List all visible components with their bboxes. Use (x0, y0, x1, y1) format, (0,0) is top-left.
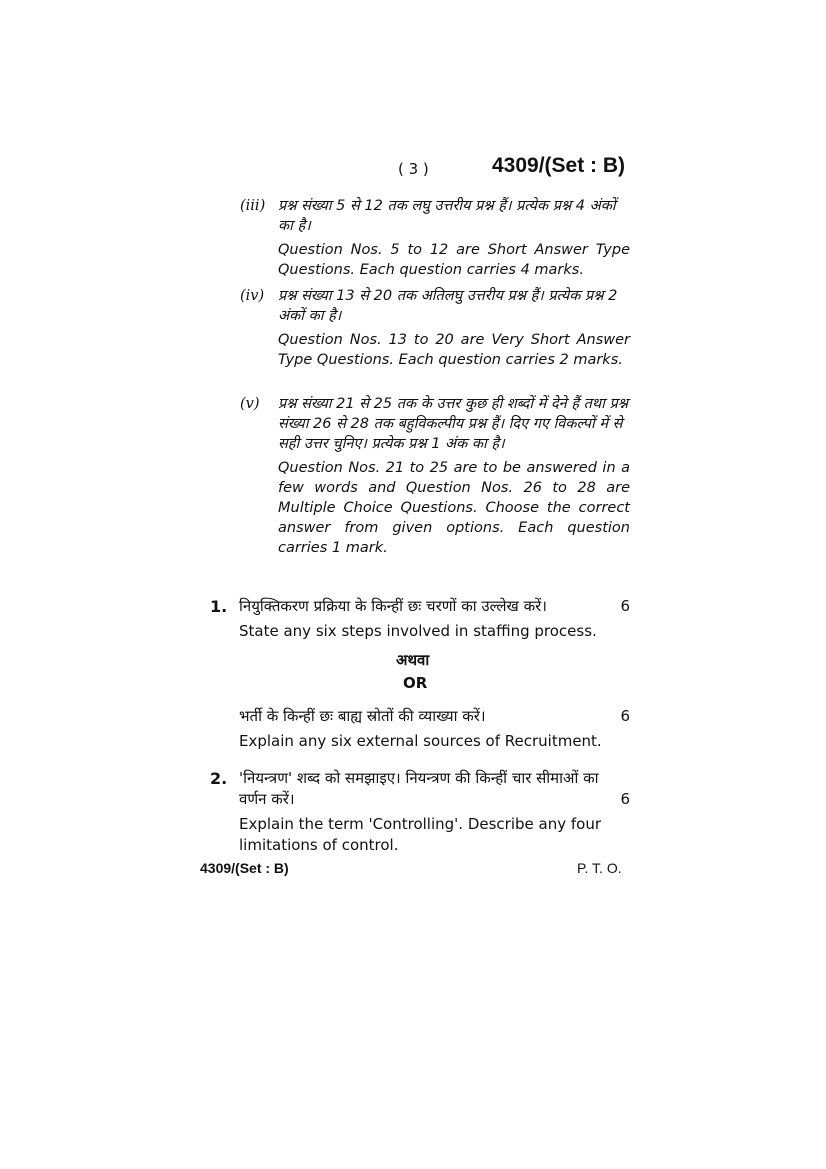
question-hindi-text: नियुक्तिकरण प्रक्रिया के किन्हीं छः चरणों का उल्लेख करें। (239, 597, 547, 615)
instruction-iii (240, 196, 630, 280)
paper-code-header: 4309/(Set : B) (492, 154, 626, 177)
instruction-number: (iii) (240, 198, 266, 214)
question-hindi: 'नियन्त्रण' शब्द को समझाइए। नियन्त्रण की किन्हीं चार सीमाओं का वर्णन करें। (239, 769, 599, 808)
instruction-number: (iv) (240, 288, 265, 304)
question-1-alternate (210, 706, 630, 752)
question-number: 1. (210, 597, 228, 616)
instruction-hindi: प्रश्न संख्या 5 से 12 तक लघु उत्तरीय प्रश्न हैं। प्रत्येक प्रश्न 4 अंकों का है। (278, 198, 616, 234)
page-turn-over: P. T. O. (577, 860, 622, 876)
question-hindi (239, 706, 630, 727)
or-hindi: अथवा (396, 651, 430, 669)
or-english: OR (403, 674, 428, 692)
instruction-english: Question Nos. 13 to 20 are Very Short Answer Type Questions. Each question carries 2 marks. (278, 332, 630, 368)
instruction-number: (v) (240, 396, 260, 412)
question-english: State any six steps involved in staffing process. (239, 622, 597, 640)
question-marks: 6 (620, 707, 630, 725)
question-number: 2. (210, 769, 228, 788)
instruction-english: Question Nos. 5 to 12 are Short Answer Type Questions. Each question carries 4 marks. (278, 242, 630, 278)
question-english: Explain any six external sources of Recruitment. (239, 732, 602, 750)
question-2 (210, 768, 630, 856)
question-1 (210, 596, 630, 642)
page-number: ( 3 ) (398, 160, 429, 178)
question-hindi-text: भर्ती के किन्हीं छः बाह्य स्रोतों की व्याख्या करें। (239, 707, 486, 725)
question-english: Explain the term 'Controlling'. Describe any four limitations of control. (239, 815, 601, 854)
question-marks: 6 (620, 597, 630, 615)
paper-code-footer: 4309/(Set : B) (200, 860, 289, 876)
instruction-hindi: प्रश्न संख्या 21 से 25 तक के उत्तर कुछ ही शब्दों में देने हैं तथा प्रश्न संख्या 26 से 28 तक बहुविकल्पीय प्रश्न हैं। दिए गए विकल्पों में से सही उत्तर चुनिए। प्रत्येक प्रश्न 1 अंक का है। (278, 396, 629, 452)
instruction-iv (240, 286, 630, 370)
instruction-english: Question Nos. 21 to 25 are to be answered in a few words and Question Nos. 26 to 28 are Multiple Choice Questions. Choose the correct answer from given options. Each question carries 1 mark. (278, 460, 630, 556)
instruction-v (240, 394, 630, 558)
instruction-hindi: प्रश्न संख्या 13 से 20 तक अतिलघु उत्तरीय प्रश्न हैं। प्रत्येक प्रश्न 2 अंकों का है। (278, 288, 618, 324)
question-hindi (239, 596, 630, 617)
question-marks: 6 (620, 790, 630, 808)
